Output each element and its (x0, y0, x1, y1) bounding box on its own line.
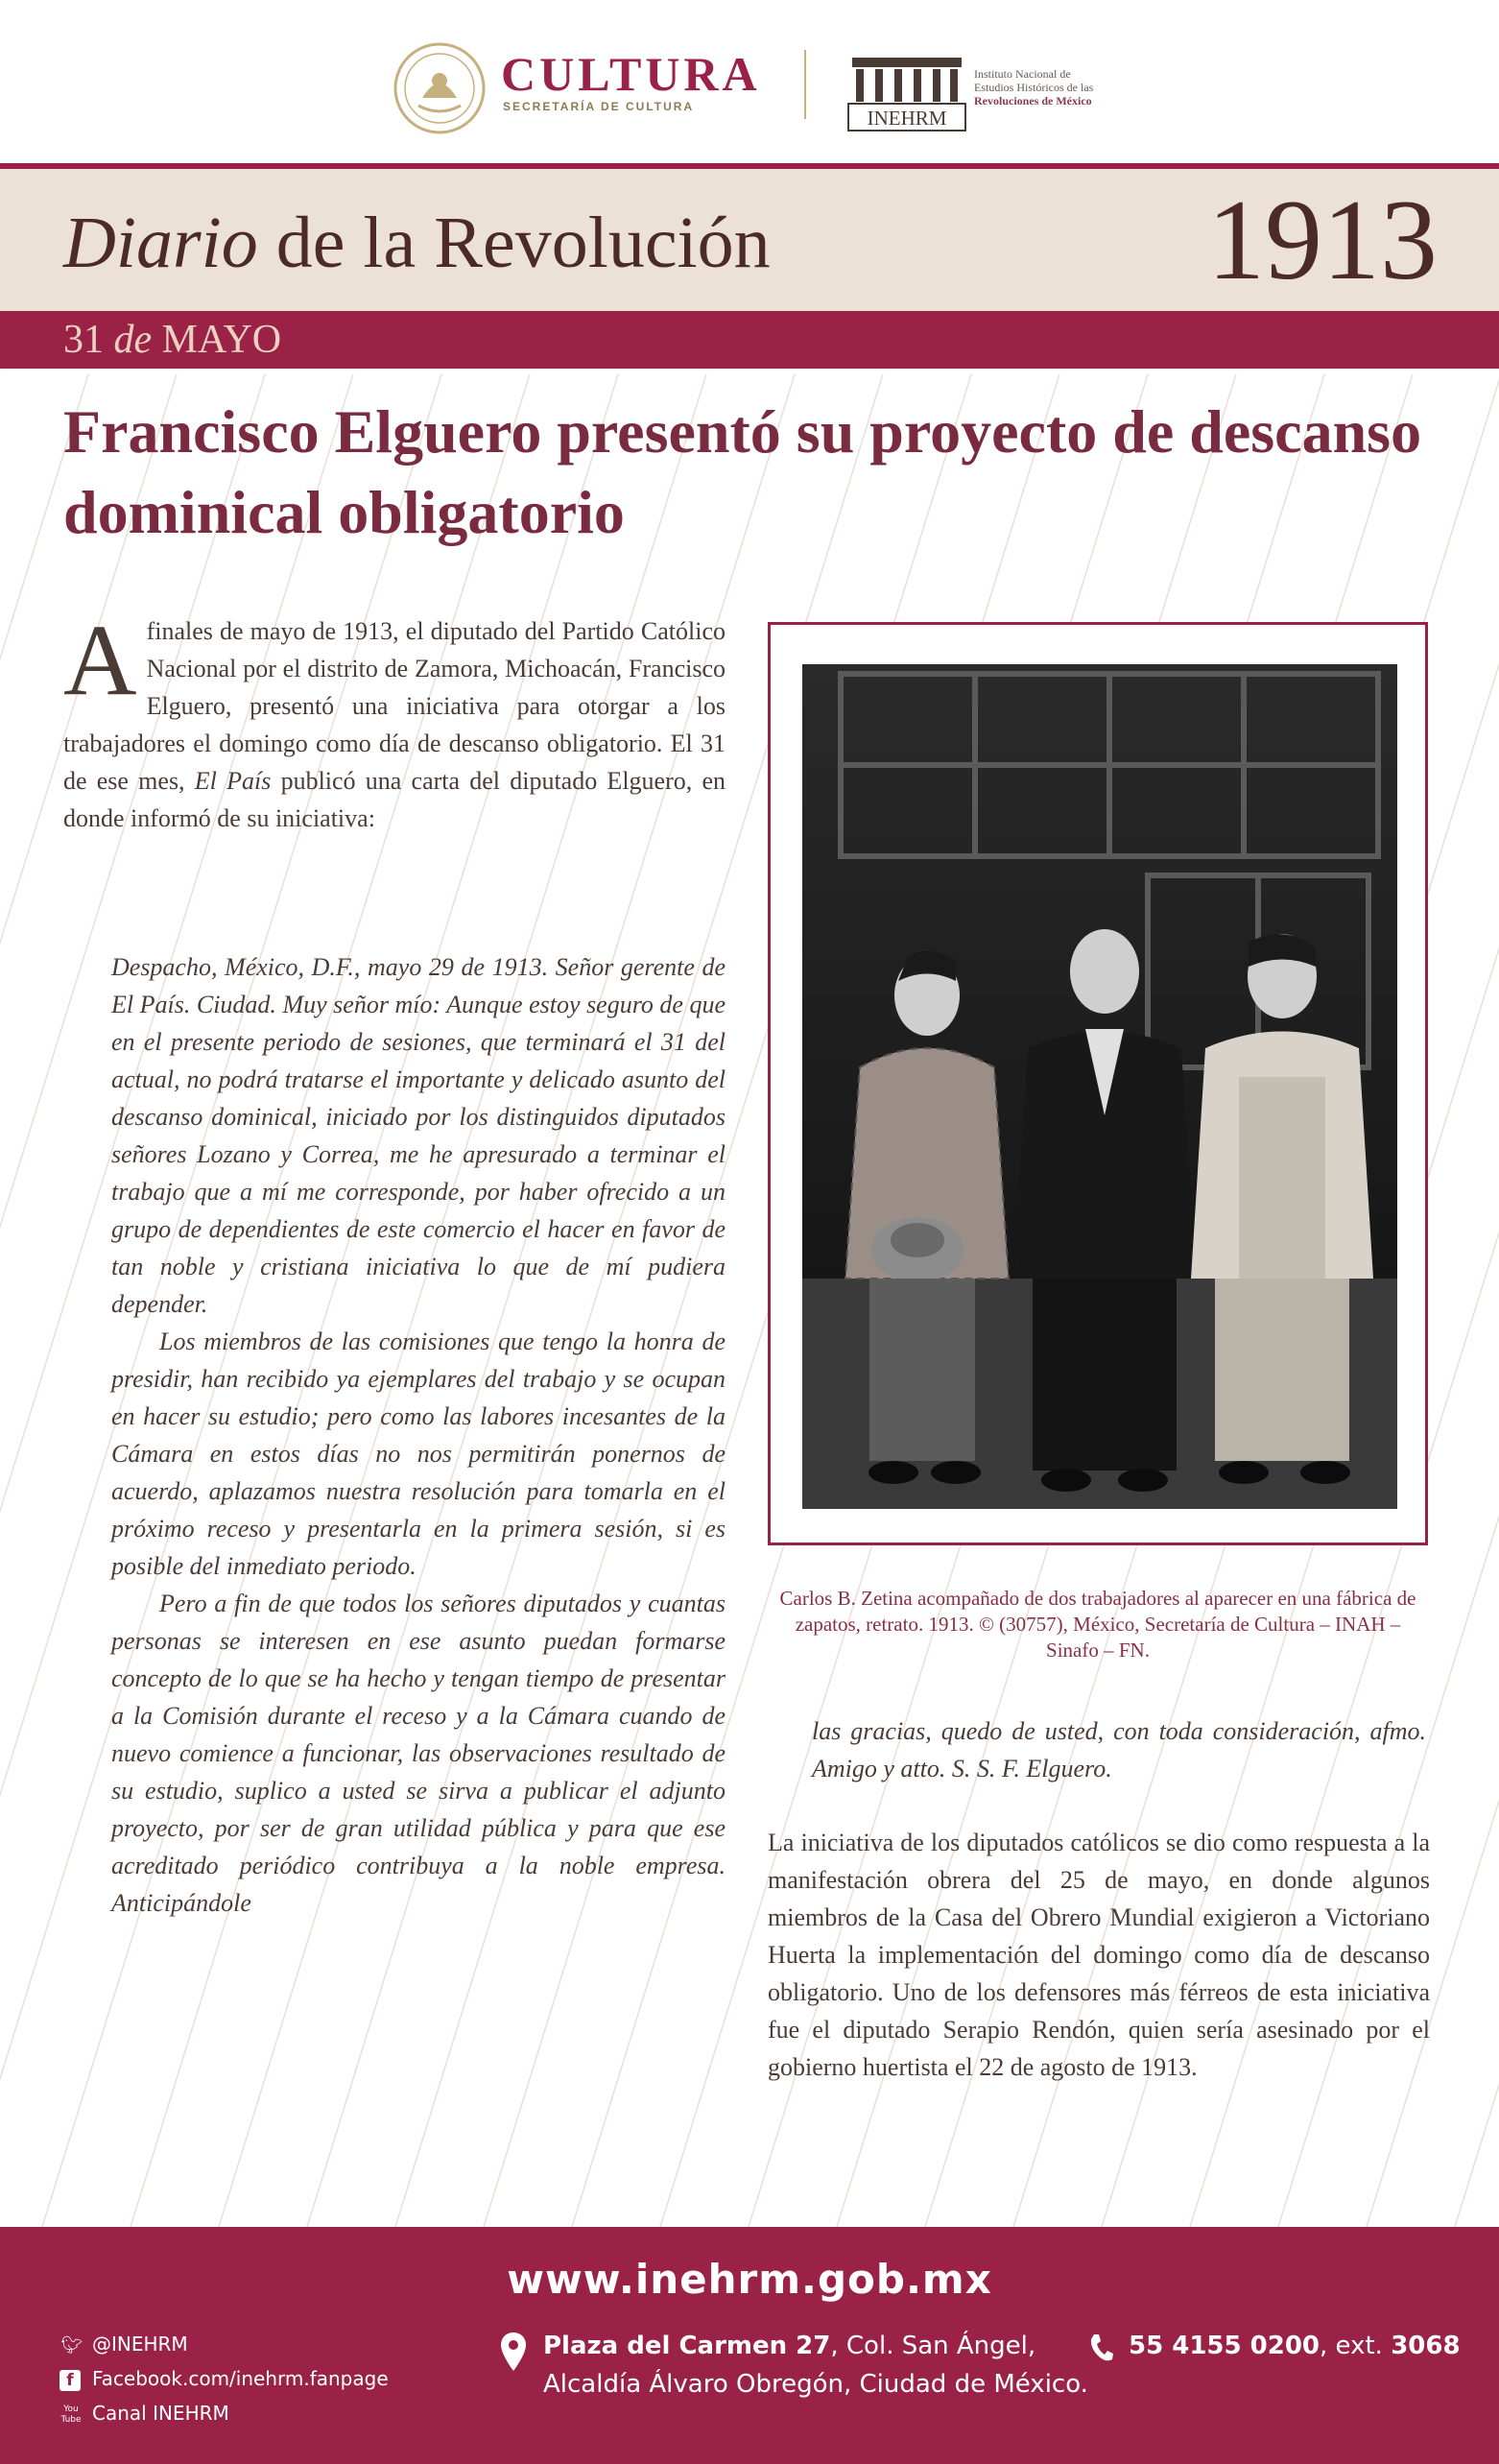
article-headline: Francisco Elguero presentó su proyecto de descanso dominical obligatorio (63, 397, 1422, 546)
website-link[interactable]: www.inehrm.gob.mx (507, 2256, 992, 2303)
institute-line-2: Estudios Históricos de las (974, 81, 1094, 94)
social-links (59, 2327, 389, 2430)
phone-ext-label: , ext. (1320, 2332, 1383, 2360)
institute-line-3: Revoluciones de México (974, 94, 1092, 108)
date-de: de (113, 318, 153, 362)
phone-ext: 3068 (1391, 2332, 1461, 2360)
closing-paragraph: La iniciativa de los diputados católicos se dio como respuesta a la manifestación obrera del 25 de mayo, en donde algunos miembros de la Casa del Obrero Mundial exigieron a Victoriano Huerta la implementación del domingo como día de descanso obligatorio. Uno de los defensores más férreos de esta iniciativa fue el diputado Serapio Rendón, quien sería asesinado por el gobierno huertista el 22 de agosto de 1913. (768, 1829, 1430, 2081)
portrait-illustration (802, 664, 1397, 1509)
quote-paragraph-1: Despacho, México, D.F., mayo 29 de 1913. Señor gerente de El País. Ciudad. Muy señor mío: Aunque estoy seguro de que en el presente periodo de sesiones, que terminará el 31 del actual, no podrá tratarse el importante y delicado asunto del descanso dominical, iniciado por los distinguidos diputados señores Lozano y Correa, me he apresurado a terminar el trabajo que a mí me corresponde, por haber ofrecido a un grupo de dependientes de este comercio el hacer en favor de tan noble y cristiana iniciativa lo que de mí pudiera depender. (111, 953, 726, 1318)
year-label: 1913 (1207, 176, 1438, 303)
series-title-diario: Diario (63, 203, 258, 283)
youtube-link[interactable] (59, 2396, 389, 2430)
header-logos (0, 29, 1499, 134)
photo-caption: Carlos B. Zetina acompañado de dos trabajadores al aparecer en una fábrica de zapatos, retrato. 1913. © (30757), México, Secretaría de Cultura – INAH – Sinafo – FN. (779, 1587, 1416, 1662)
quote-paragraph-2: Los miembros de las comisiones que tengo la honra de presidir, han recibido ya ejemplares del trabajo y se ocupan en hacer su estudio; pero como las labores incesantes de la Cámara en estos días no nos permitirán ponernos de acuerdo, aplazamos nuestra resolución para tomarla en el próximo receso y presentarla en la primera sesión, si es posible del inmediato periodo. (111, 1328, 726, 1580)
facebook-link[interactable] (59, 2361, 389, 2396)
quote-paragraph-3: Pero a fin de que todos los señores diputados y cuantas personas se interesen en ese asunto puedan formarse concepto de lo que se ha hecho y tengan tiempo de presentar a la Comisión durante el receso y a la Cámara cuando de nuevo comience a funcionar, las observaciones resultado de su estudio, suplico a usted se sirva a publicar el adjunto proyecto, por ser de gran utilidad pública y para que ese acreditado periódico contribuya a la noble empresa. Anticipándole (111, 1590, 726, 1917)
date-label (63, 311, 281, 369)
twitter-handle: @INEHRM (92, 2332, 188, 2356)
secretaria-text: SECRETARÍA DE CULTURA (503, 100, 695, 113)
historical-photo (802, 664, 1397, 1509)
address-colonia: , Col. San Ángel, (830, 2332, 1036, 2360)
logo-divider (804, 50, 806, 119)
intro-text-1: finales de mayo de 1913, el diputado del Partido Católico Nacional por el distrito de Zamora, Michoacán, Francisco Elguero, presentó una iniciativa para otorgar a los trabajadores el domingo como día de descanso obligatorio. El 31 de ese mes, (63, 617, 726, 795)
date-day: 31 (63, 318, 104, 362)
phone-number[interactable] (1129, 2327, 1461, 2365)
diagonal-line (1455, 374, 1499, 2227)
twitter-link[interactable] (59, 2327, 389, 2361)
inehrm-logo-text: INEHRM (867, 107, 947, 130)
youtube-icon: You Tube (60, 2404, 82, 2425)
youtube-channel: Canal INEHRM (92, 2402, 229, 2425)
intro-text-2: publicó una carta del diputado Elguero, en donde informó de su iniciativa: (63, 767, 726, 832)
intro-paragraph (63, 604, 726, 837)
facebook-icon: f (59, 2370, 81, 2391)
phone-icon (1088, 2332, 1113, 2363)
intro-newspaper: El País (194, 767, 272, 795)
institute-name (974, 67, 1166, 108)
date-month: MAYO (161, 318, 282, 362)
series-title (63, 202, 771, 285)
cultura-logo-text: CULTURA (501, 47, 761, 101)
facebook-url: Facebook.com/inehrm.fanpage (92, 2367, 389, 2390)
address-line-2: Alcaldía Álvaro Obregón, Ciudad de México. (543, 2370, 1088, 2399)
national-seal-icon (392, 40, 488, 136)
address-street: Plaza del Carmen 27 (543, 2332, 831, 2360)
institute-line-1: Instituto Nacional de (974, 67, 1071, 81)
phone-main: 55 4155 0200 (1129, 2332, 1321, 2360)
twitter-icon: 🐦︎ (60, 2335, 83, 2356)
location-pin-icon (501, 2332, 526, 2371)
quote-continuation: las gracias, quedo de usted, con toda consideración, afmo. Amigo y atto. S. S. F. Elguero. (812, 1717, 1426, 1782)
footer (0, 2227, 1499, 2464)
quoted-letter (111, 948, 726, 1922)
drop-cap: A (63, 604, 137, 716)
series-title-rest: de la Revolución (275, 203, 771, 283)
inehrm-building-logo (845, 52, 969, 134)
address (543, 2327, 1088, 2404)
